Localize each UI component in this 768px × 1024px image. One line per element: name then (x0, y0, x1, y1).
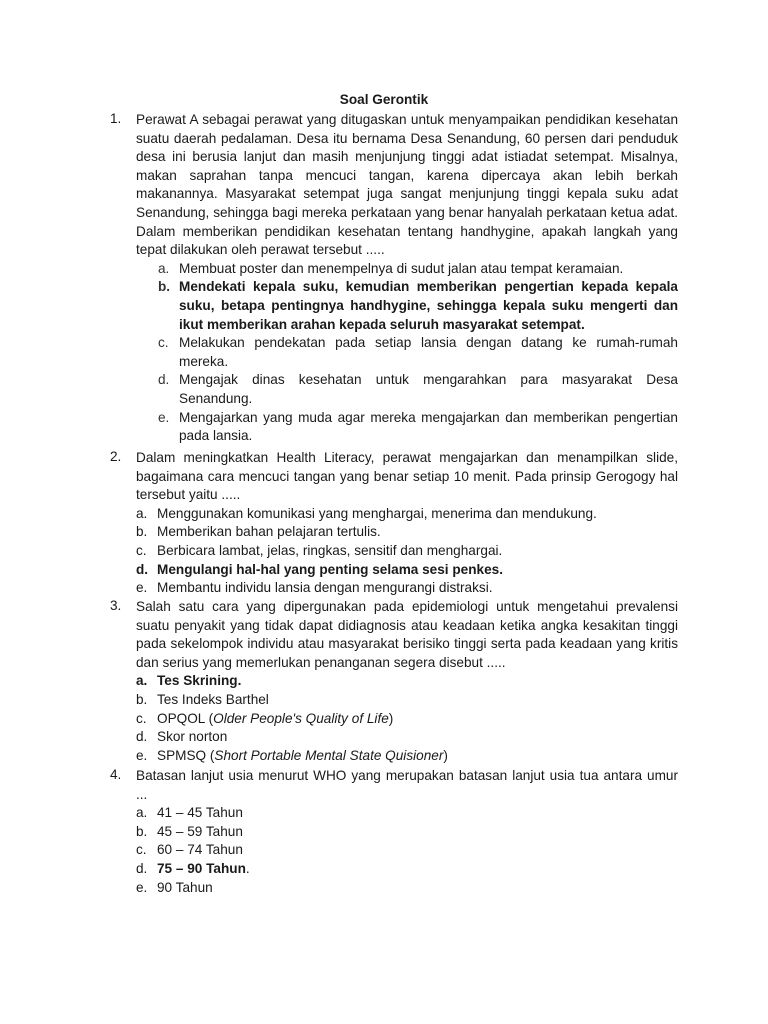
option-d (158, 371, 678, 408)
option-text: Skor norton (157, 729, 228, 745)
option-text-suffix: ) (443, 747, 448, 763)
option-e (136, 879, 678, 898)
option-text: Tes Indeks Barthel (157, 691, 269, 707)
option-label: c. (136, 842, 147, 858)
option-c (136, 710, 678, 729)
document-title: Soal Gerontik (339, 92, 429, 107)
option-text (157, 747, 678, 766)
question-4 (110, 767, 678, 897)
option-label: e. (136, 580, 148, 596)
option-label: b. (136, 691, 148, 707)
question-2 (110, 449, 678, 598)
option-a (136, 505, 678, 524)
option-label: b. (136, 524, 148, 540)
option-label: c. (136, 710, 147, 726)
option-c (136, 542, 678, 561)
question-3 (110, 598, 678, 765)
option-text-suffix: ) (388, 710, 394, 726)
option-text (157, 710, 678, 729)
option-d (136, 728, 678, 747)
option-b (136, 691, 678, 710)
option-text-italic: Older People's Quality of Life (213, 710, 389, 726)
option-e (136, 579, 678, 598)
option-e (136, 747, 678, 766)
option-text: Mengajarkan yang muda agar mereka mengajarkan dan memberikan pengertian pada lansia. (179, 409, 678, 444)
option-label: b. (158, 279, 171, 295)
option-a (136, 804, 678, 823)
option-b (136, 523, 678, 542)
option-text: Mengulangi hal-hal yang penting selama sesi penkes. (157, 561, 503, 577)
options-list (158, 260, 678, 446)
option-text: Berbicara lambat, jelas, ringkas, sensitif dan menghargai. (157, 542, 503, 558)
option-d-correct (136, 860, 678, 879)
options-list (136, 804, 678, 897)
question-number: 4. (110, 767, 122, 782)
option-c (136, 841, 678, 860)
option-label: d. (158, 372, 170, 388)
option-text: Melakukan pendekatan pada setiap lansia dengan datang ke rumah-rumah mereka. (179, 335, 678, 369)
option-label: c. (136, 542, 147, 558)
option-text-italic: Short Portable Mental State Quisioner (214, 747, 444, 763)
option-text-prefix: SPMSQ ( (157, 747, 215, 763)
option-d-correct (136, 561, 678, 580)
option-label: d. (136, 561, 149, 577)
option-text: 41 – 45 Tahun (157, 805, 243, 821)
option-b-correct (158, 278, 678, 334)
question-1 (110, 111, 678, 446)
option-text: Tes Skrining. (157, 673, 242, 689)
option-label: d. (136, 729, 148, 745)
question-stem: Dalam meningkatkan Health Literacy, perawat mengajarkan dan menampilkan slide, bagaimana cara mencuci tangan yang benar setiap 10 menit. Pada prinsip Gerogogy hal tersebut yaitu ..... (136, 450, 678, 503)
question-stem: Perawat A sebagai perawat yang ditugaskan untuk menyampaikan pendidikan kesehatan suatu daerah pedalaman. Desa itu bernama Desa Senandung, 60 persen dari penduduk desa ini berusia lanjut dan masih menjunjung tinggi adat istiadat setempat. Misalnya, makan saprahan tanpa mencuci tangan, karena dipercaya akan lebih berkah makanannya. Masyarakat setempat juga sangat menjunjung tinggi kepala suku adat Senandung, sehingga bagi mereka perkataan yang benar hanyalah perkataan ketua adat. Dalam memberikan pendidikan kesehatan tentang handhygine, apakah langkah yang tepat dilakukan oleh perawat tersebut ..... (136, 112, 678, 258)
option-a-correct (136, 672, 678, 691)
question-number: 2. (110, 449, 122, 464)
option-text-bold: 75 – 90 Tahun (157, 860, 246, 876)
option-label: e. (158, 409, 170, 425)
option-text: Menggunakan komunikasi yang menghargai, menerima dan mendukung. (157, 505, 597, 521)
option-label: d. (136, 860, 148, 876)
option-text: Mendekati kepala suku, kemudian memberikan pengertian kepada kepala suku, betapa pentingnya handhygine, sehingga kepala suku mengerti dan ikut memberikan arahan kepada seluruh masyarakat setempat. (179, 279, 678, 332)
options-list (136, 672, 678, 765)
option-text: Memberikan bahan pelajaran tertulis. (157, 524, 381, 540)
question-stem: Batasan lanjut usia menurut WHO yang merupakan batasan lanjut usia tua antara umur ... (136, 768, 678, 802)
option-text: 60 – 74 Tahun (157, 842, 243, 858)
option-e (158, 409, 678, 446)
option-text (157, 860, 678, 879)
option-text: 45 – 59 Tahun (157, 823, 243, 839)
question-number: 3. (110, 598, 122, 613)
option-text: Membantu individu lansia dengan mengurangi distraksi. (157, 580, 493, 596)
option-text: Mengajak dinas kesehatan untuk mengarahkan para masyarakat Desa Senandung. (179, 372, 678, 406)
option-label: b. (136, 823, 148, 839)
option-text-suffix: . (245, 860, 250, 876)
option-label: a. (158, 260, 170, 276)
option-label: e. (136, 879, 148, 895)
option-c (158, 334, 678, 371)
option-text-prefix: OPQOL ( (157, 710, 214, 726)
question-stem: Salah satu cara yang dipergunakan pada epidemiologi untuk mengetahui prevalensi suatu penyakit yang tidak dapat didiagnosis atau keadaan ketika angka kesakitan tinggi pada sekelompok individu atau masyarakat berisiko tinggi serta pada keadaan yang kritis dan serius yang memerlukan penanganan segera disebut ..... (136, 599, 678, 670)
option-text: Membuat poster dan menempelnya di sudut jalan atau tempat keramaian. (179, 260, 624, 276)
option-b (136, 823, 678, 842)
option-label: e. (136, 747, 148, 763)
option-label: c. (158, 335, 169, 351)
option-label: a. (136, 673, 148, 689)
option-label: a. (136, 505, 148, 521)
option-label: a. (136, 805, 148, 821)
option-text: 90 Tahun (157, 879, 213, 895)
options-list (136, 505, 678, 598)
option-a (158, 260, 678, 279)
question-number: 1. (110, 111, 122, 126)
